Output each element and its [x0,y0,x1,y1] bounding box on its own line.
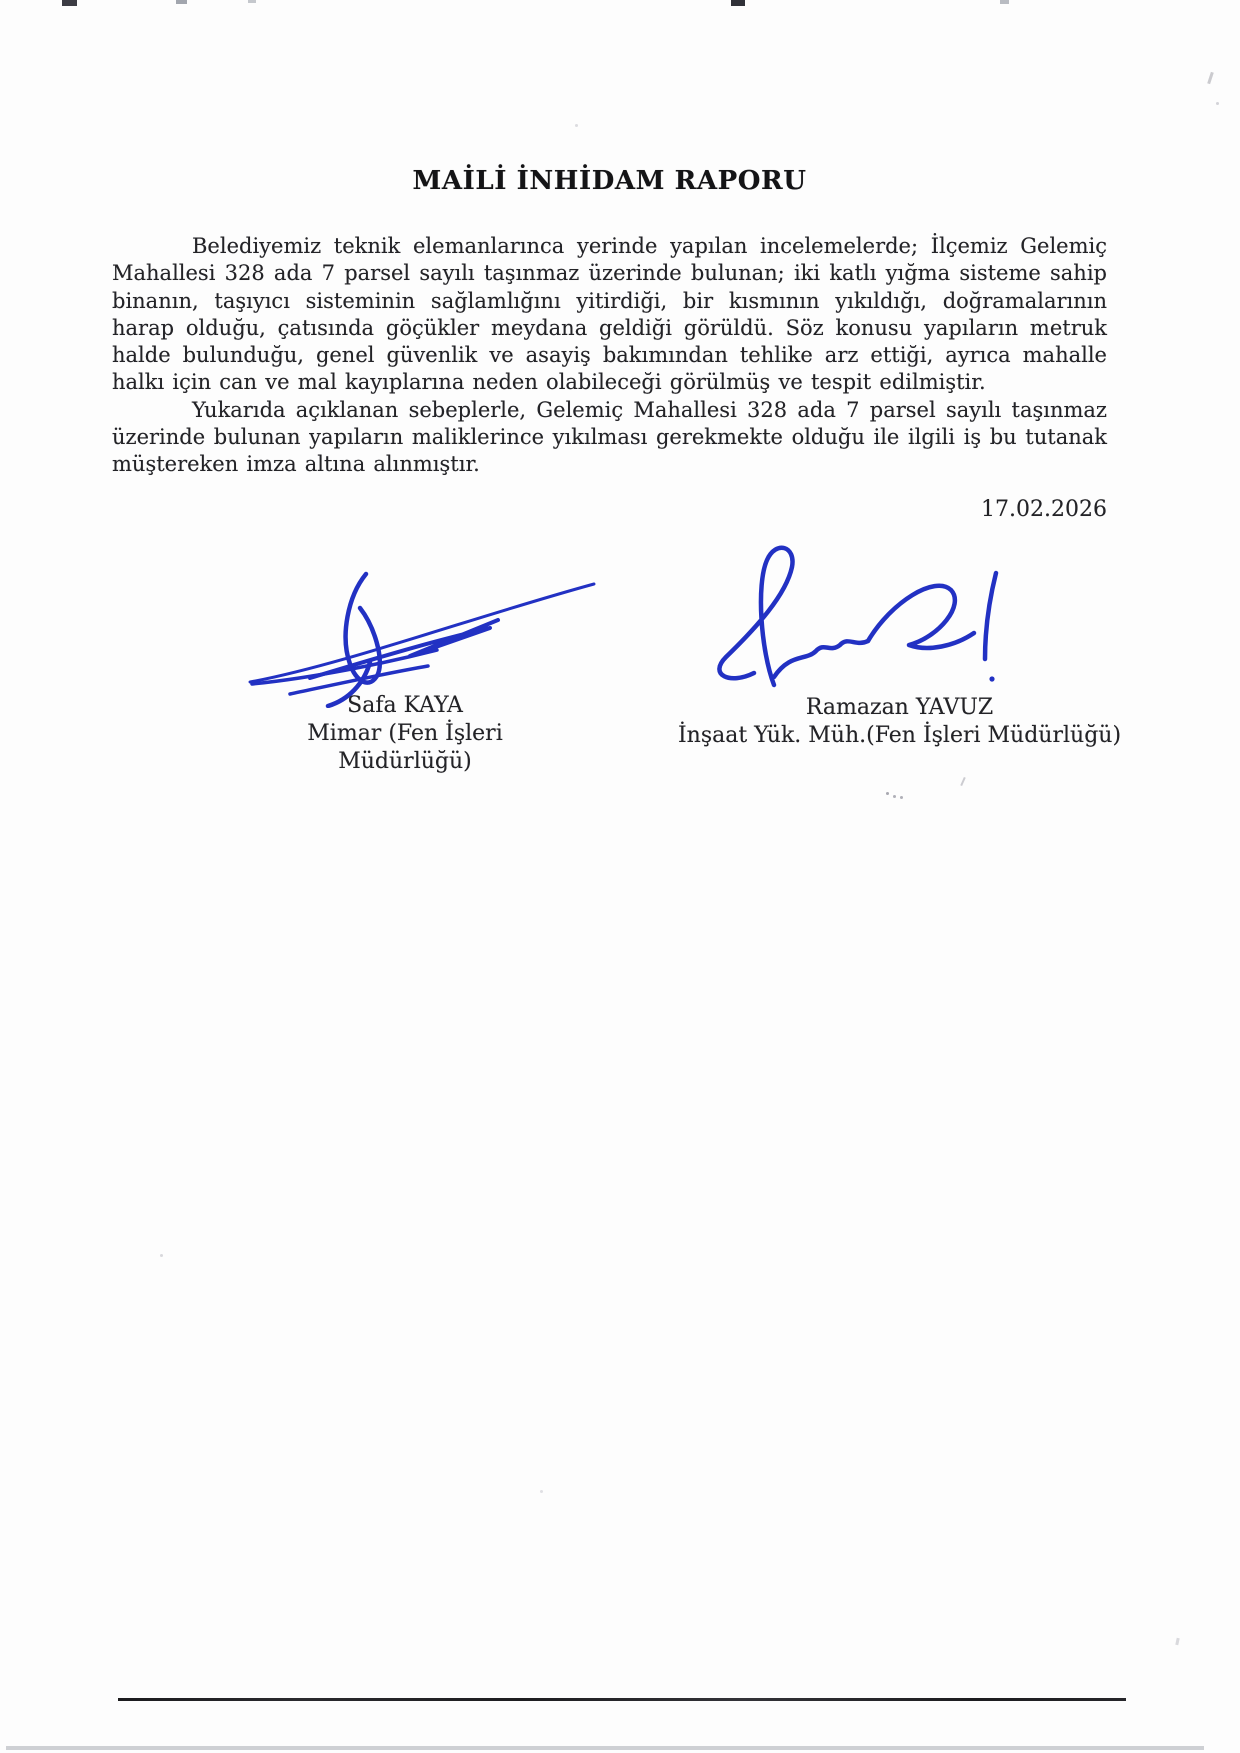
paragraph-findings: Belediyemiz teknik elemanlarınca yerinde yapılan incelemelerde; İlçemiz Gelemiç Mahallesi 328 ada 7 parsel sayılı taşınmaz üzerinde bulunan; iki katlı yığma sisteme sahip binanın, taşıyıcı sisteminin sağlamlığını yitirdiği, bir kısmının yıkıldığı, doğramalarının harap olduğu, çatısında göçükler meydana geldiği görüldü. Söz konusu yapıların metruk halde bulunduğu, genel güvenlik ve asayiş bakımından tehlike arz ettiği, ayrıca mahalle halkı için can ve mal kayıplarına neden olabileceği görülmüş ve tespit edilmiştir. [112,234,1107,395]
scan-artifact [575,124,578,127]
signature-ink-right [688,533,1013,701]
document-body [112,233,1107,479]
signatory-left-name: Safa KAYA [347,693,463,718]
signatory-left-title: Mimar (Fen İşleri Müdürlüğü) [307,721,503,774]
document-title: MAİLİ İNHİDAM RAPORU [412,166,807,196]
scan-artifact [540,1490,543,1493]
scan-artifact [960,777,965,786]
scan-artifact [176,0,187,4]
scan-artifact [900,796,903,799]
paragraph-conclusion: Yukarıda açıklanan sebeplerle, Gelemiç Mahallesi 328 ada 7 parsel sayılı taşınmaz üzerinde bulunan yapıların maliklerince yıkılması gerekmekte olduğu ile ilgili iş bu tutanak müştereken imza altına alınmıştır. [112,397,1107,477]
scan-artifact [248,0,256,3]
scan-artifact [1000,0,1009,4]
signatory-right-name: Ramazan YAVUZ [805,695,994,720]
scan-artifact [886,792,889,795]
scan-artifact [731,0,745,6]
footer-rule [118,1698,1126,1701]
scan-artifact [160,1254,163,1257]
signatory-right [672,694,1127,750]
signature-ink-left [232,558,612,708]
scan-artifact [1216,102,1219,105]
page-bottom-edge [6,1746,1204,1750]
signatory-right-title: İnşaat Yük. Müh.(Fen İşleri Müdürlüğü) [677,723,1122,748]
scan-artifact [62,0,77,6]
document-date: 17.02.2026 [981,497,1107,522]
scan-artifact [1175,1638,1179,1645]
signatory-left [240,692,570,776]
scan-artifact [1207,72,1214,84]
scan-artifact [893,795,896,798]
